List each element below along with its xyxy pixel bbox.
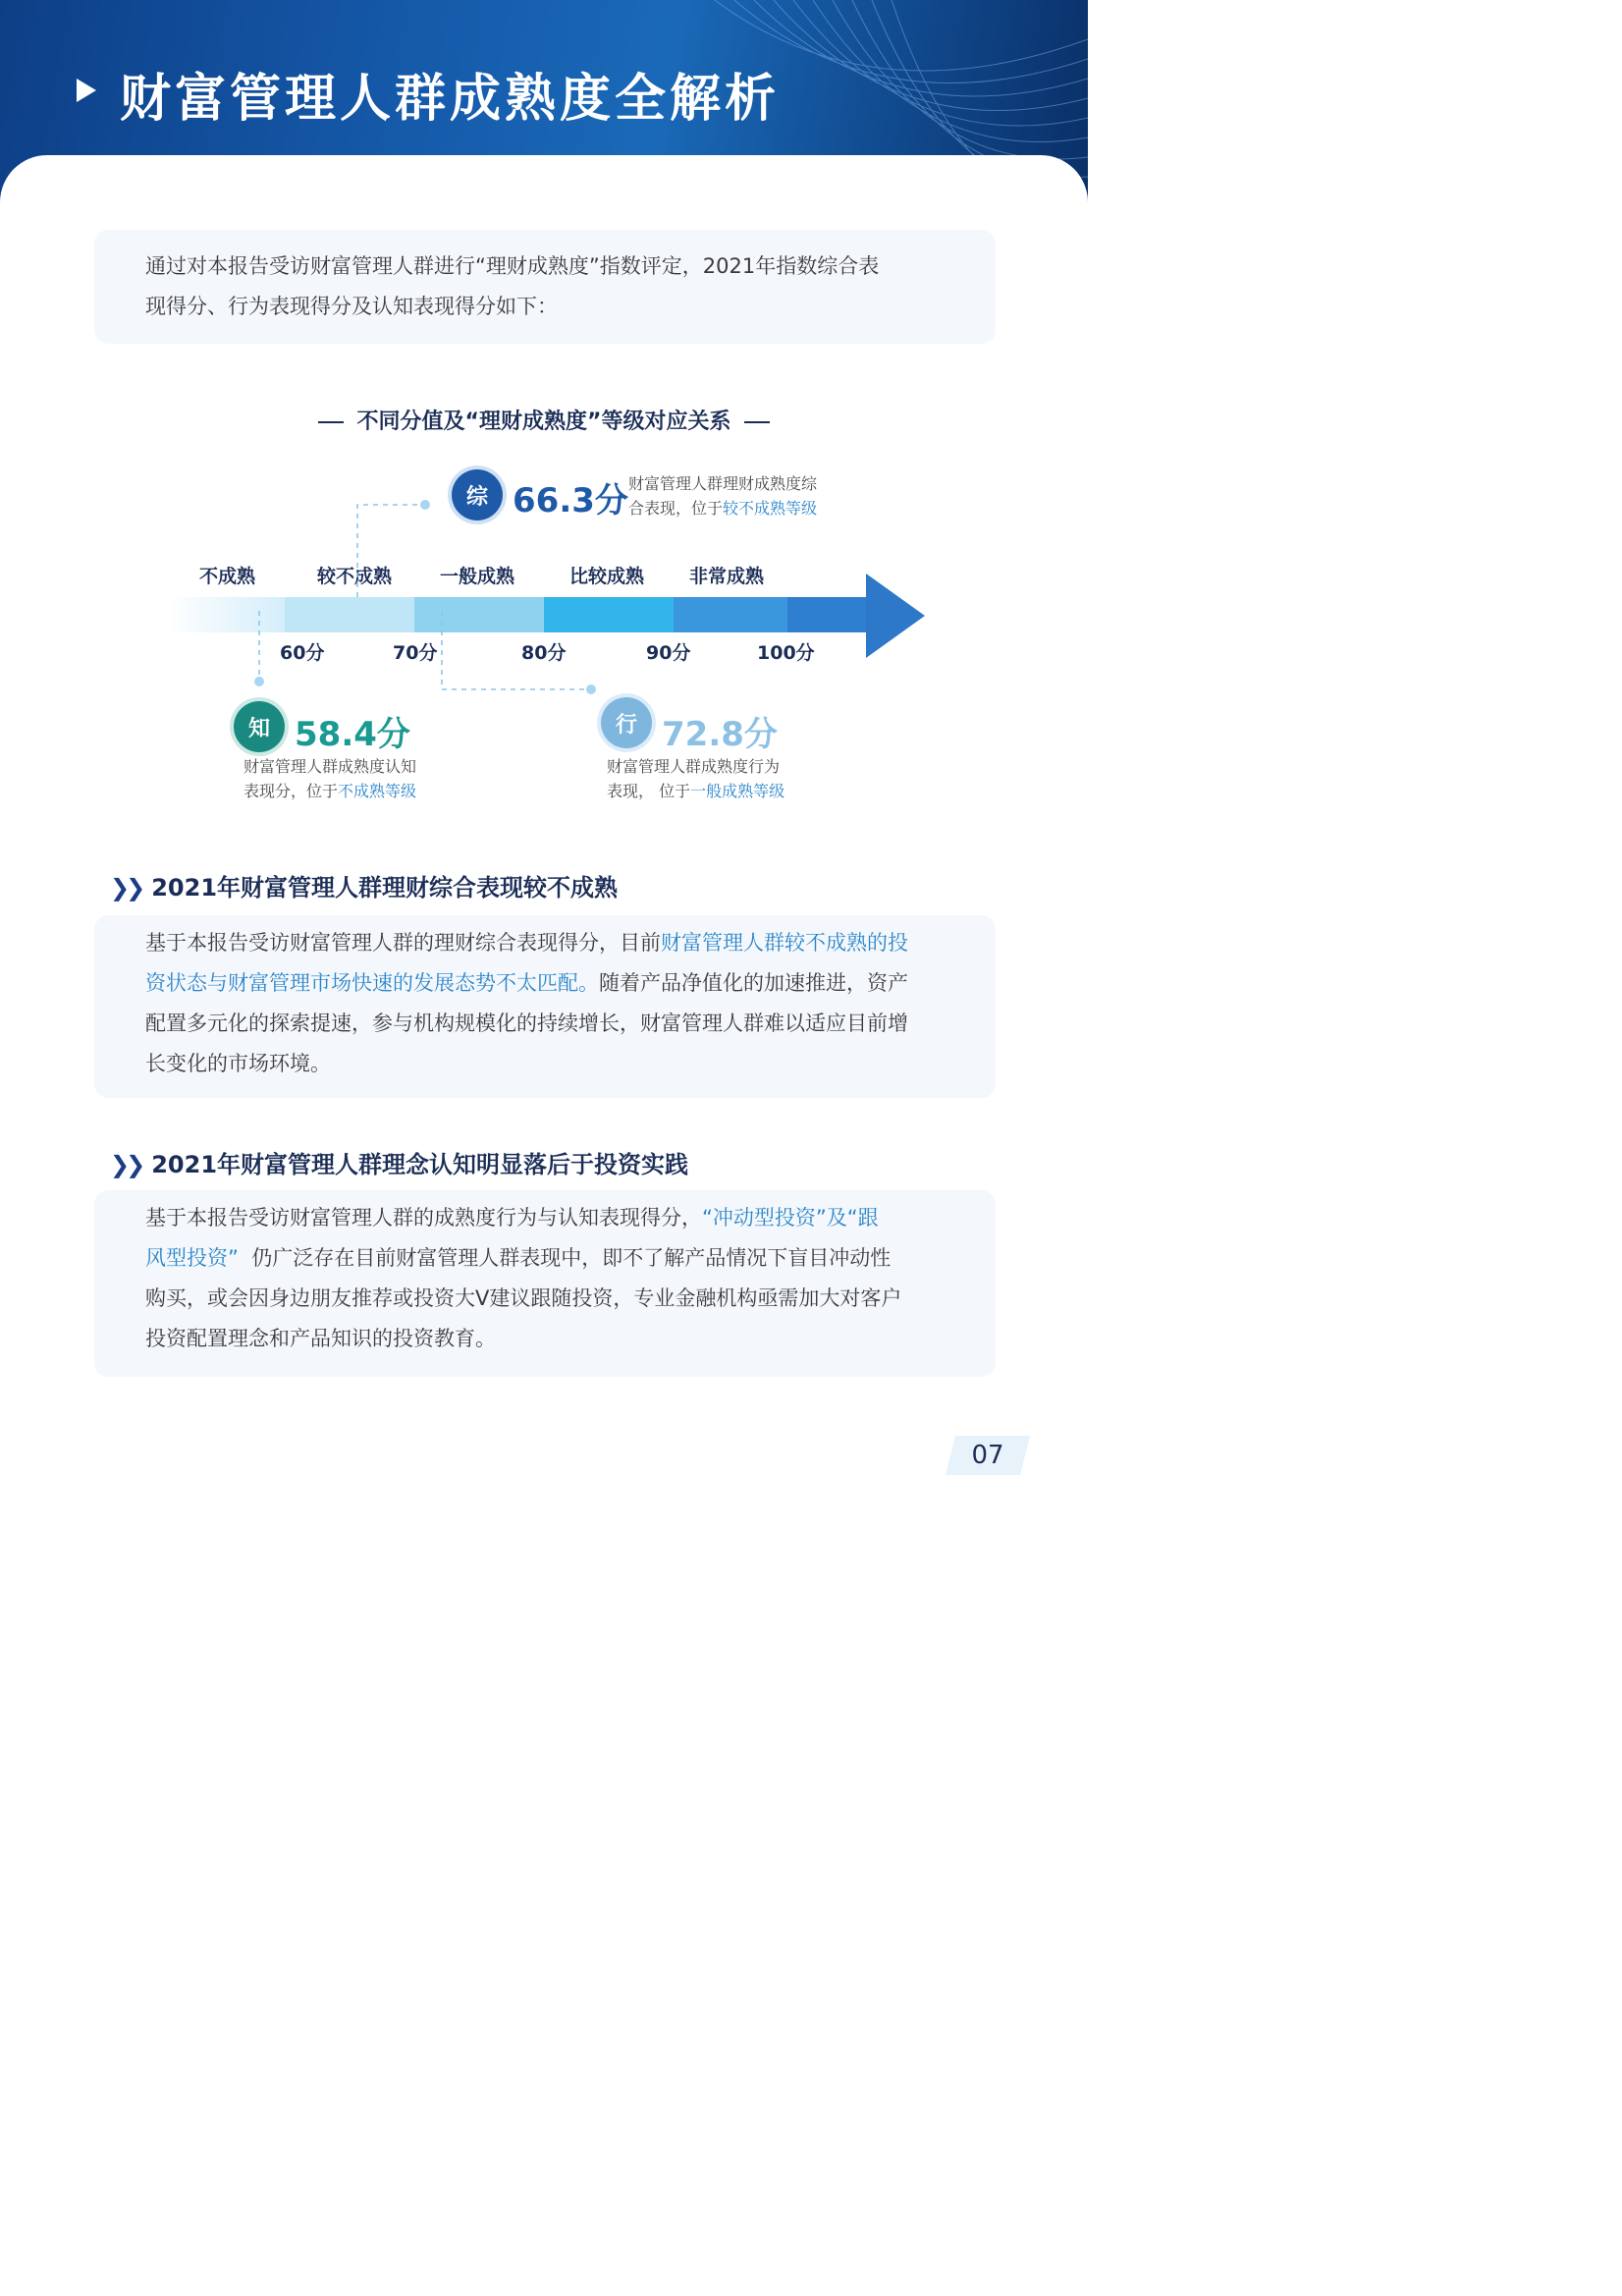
section1-highlight: 资状态与财富管理市场快速的发展态势不太匹配。 bbox=[145, 971, 599, 995]
score-tick: 90分 bbox=[646, 642, 691, 664]
composite-badge bbox=[452, 469, 503, 520]
section1-heading bbox=[110, 868, 618, 902]
section2-highlight: 风型投资” bbox=[145, 1246, 239, 1270]
score-tick: 60分 bbox=[280, 642, 325, 664]
behavior-desc-highlight: 一般成熟等级 bbox=[690, 782, 785, 800]
cognition-badge-text: 知 bbox=[247, 716, 270, 741]
section2-heading bbox=[110, 1145, 688, 1179]
cognition-badge bbox=[234, 701, 285, 752]
section1-text-line: 长变化的市场环境。 bbox=[145, 1052, 331, 1075]
composite-desc bbox=[628, 471, 817, 520]
section2-highlight: “冲动型投资”及“跟 bbox=[702, 1206, 879, 1230]
behavior-desc bbox=[607, 754, 784, 803]
section2-text-line: 投资配置理念和产品知识的投资教育。 bbox=[145, 1327, 496, 1350]
section2-text-line: 购买，或会因身边朋友推荐或投资大V建议跟随投资，专业金融机构亟需加大对客户 bbox=[145, 1286, 902, 1310]
composite-desc-highlight: 较不成熟等级 bbox=[723, 499, 818, 518]
level-label: 非常成熟 bbox=[689, 566, 765, 587]
page-title: 财富管理人群成熟度全解析 bbox=[120, 70, 781, 129]
score-tick: 100分 bbox=[757, 642, 815, 664]
behavior-desc-line: 财富管理人群成熟度行为 bbox=[607, 757, 781, 776]
composite-desc-prefix: 合表现，位于 bbox=[628, 499, 724, 518]
composite-badge-text: 综 bbox=[465, 484, 488, 510]
intro-line: 现得分、行为表现得分及认知表现得分如下： bbox=[145, 295, 558, 318]
level-label: 一般成熟 bbox=[440, 566, 515, 587]
cognition-desc-line: 财富管理人群成熟度认知 bbox=[243, 757, 417, 776]
behavior-desc-prefix: 表现， 位于 bbox=[607, 782, 691, 800]
section2-text bbox=[145, 1198, 950, 1359]
cognition-desc-highlight: 不成熟等级 bbox=[338, 782, 417, 800]
double-chevron-icon: ❯❯ bbox=[110, 874, 142, 902]
page-number-text: 07 bbox=[971, 1441, 1004, 1470]
section1-highlight: 财富管理人群较不成熟的投 bbox=[661, 931, 908, 955]
level-label: 比较成熟 bbox=[569, 566, 645, 587]
composite-score: 66.3分 bbox=[513, 481, 628, 520]
behavior-score: 72.8分 bbox=[662, 715, 778, 754]
level-label: 较不成熟 bbox=[317, 566, 393, 587]
behavior-badge-text: 行 bbox=[615, 712, 637, 738]
composite-desc-line: 财富管理人群理财成熟度综 bbox=[628, 474, 818, 493]
section2-text-part: 仍广泛存在目前财富管理人群表现中，即不了解产品情况下盲目冲动性 bbox=[238, 1246, 892, 1270]
cognition-desc-prefix: 表现分，位于 bbox=[243, 782, 339, 800]
section1-text bbox=[145, 923, 950, 1084]
double-chevron-icon: ❯❯ bbox=[110, 1151, 142, 1178]
cognition-desc bbox=[243, 754, 416, 803]
section1-heading-text: 2021年财富管理人群理财综合表现较不成熟 bbox=[151, 874, 619, 902]
page-number bbox=[946, 1436, 1030, 1475]
score-tick: 80分 bbox=[521, 642, 567, 664]
intro-line: 通过对本报告受访财富管理人群进行“理财成熟度”指数评定，2021年指数综合表 bbox=[145, 254, 880, 278]
section1-text-part: 随着产品净值化的加速推进，资产 bbox=[599, 971, 908, 995]
connector-lines bbox=[0, 0, 1088, 805]
diagram-title-text: 不同分值及“理财成熟度”等级对应关系 bbox=[356, 410, 731, 434]
section2-text-part: 基于本报告受访财富管理人群的成熟度行为与认知表现得分， bbox=[145, 1206, 702, 1230]
cognition-score: 58.4分 bbox=[295, 715, 410, 754]
section1-text-line: 配置多元化的探索提速，参与机构规模化的持续增长，财富管理人群难以适应目前增 bbox=[145, 1011, 908, 1035]
level-label: 不成熟 bbox=[199, 566, 256, 587]
score-tick: 70分 bbox=[393, 642, 438, 664]
section1-text-part: 基于本报告受访财富管理人群的理财综合表现得分，目前 bbox=[145, 931, 661, 955]
behavior-badge bbox=[601, 697, 652, 748]
section2-heading-text: 2021年财富管理人群理念认知明显落后于投资实践 bbox=[151, 1151, 689, 1178]
